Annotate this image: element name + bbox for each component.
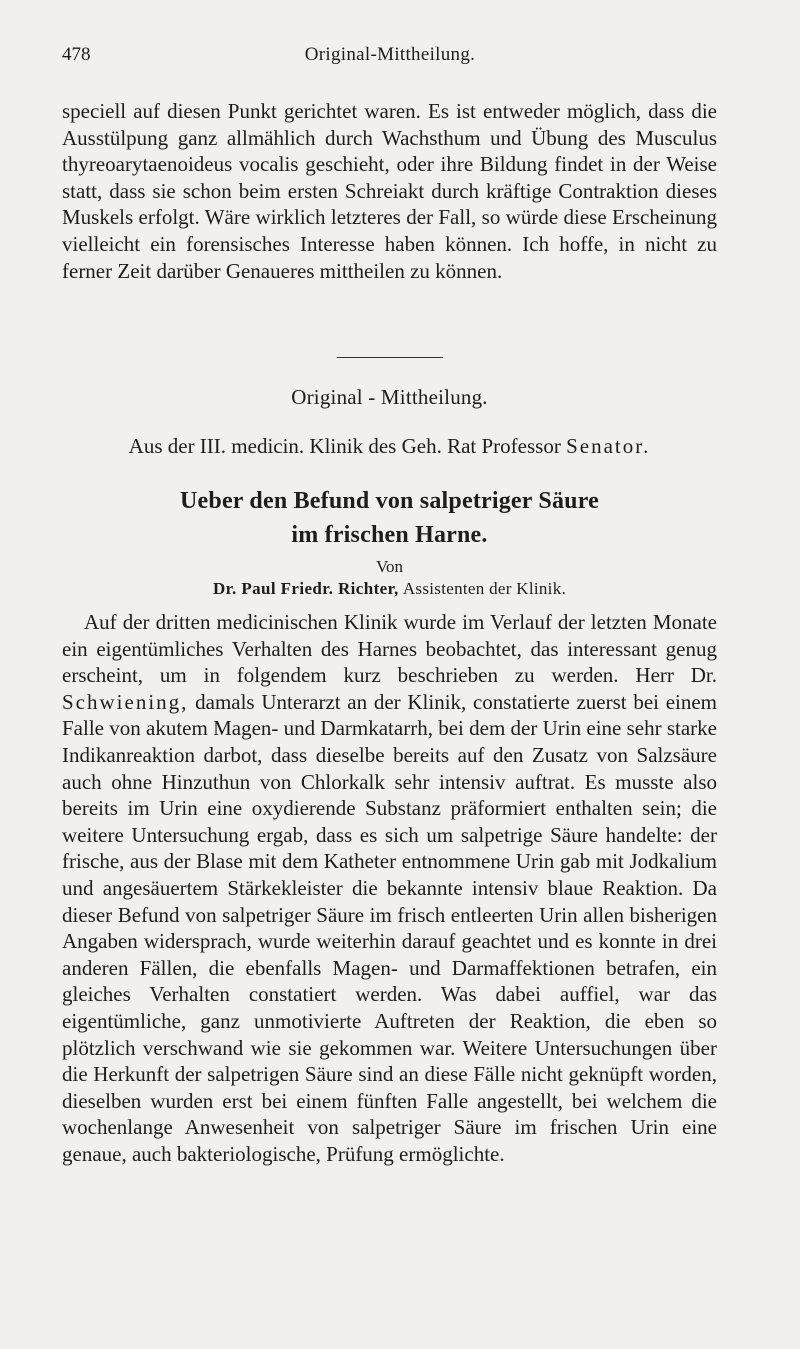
author-line <box>62 579 717 599</box>
page-header <box>62 44 718 72</box>
author-role: Assistenten der Klinik. <box>402 579 567 598</box>
continuation-paragraph: speciell auf diesen Punkt gerichtet waren. Es ist entweder möglich, dass die Ausstülpung ganz allmählich durch Wachsthum und Übung des Musculus thyreoarytaenoideus vocalis geschieht, oder ihre Bildung findet in der Weise statt, dass sie schon beim ersten Schreiakt durch kräftige Contraktion dieses Muskels erfolgt. Wäre wirklich letzteres der Fall, so würde diese Erscheinung vielleicht ein forensisches Interesse haben können. Ich hoffe, in nicht zu ferner Zeit darüber Genaueres mittheilen zu können. <box>62 99 717 283</box>
affiliation-prefix: Aus der III. medicin. Klinik des Geh. Rat Professor <box>128 434 561 458</box>
byline-von: Von <box>375 557 404 576</box>
affiliation-line <box>62 434 717 459</box>
running-head: Original-Mittheilung. <box>304 44 476 65</box>
continuation-paragraph-block <box>62 98 717 284</box>
article-title <box>62 484 717 552</box>
article-title-line-1: Ueber den Befund von salpetriger Säure <box>180 488 599 514</box>
article-text-part-2: damals Unterarzt an der Klinik, constatierte zuerst bei einem Falle von akutem Magen- und Darmkatarrh, bei dem der Urin eine sehr starke Indikanreaktion darbot, dass dieselbe bereits auf den Zusatz von Salzsäure auch ohne Hinzuthun von Chlorkalk sehr intensiv auftrat. Es musste also bereits im Urin eine oxydierende Substanz präformiert enthalten sein; die weitere Untersuchung ergab, dass es sich um salpetrige Säure handelte: der frische, aus der Blase mit dem Katheter entnommene Urin gab mit Jodkalium und angesäuertem Stärkekleister die bekannte intensiv blaue Reaktion. Da dieser Befund von salpetriger Säure im frisch entleerten Urin allen bisherigen Angaben widersprach, wurde weiterhin darauf geachtet und es konnte in drei anderen Fällen, die ebenfalls Magen- und Darmaffektionen betrafen, ein gleiches Verhalten constatiert werden. Was dabei auffiel, war das eigentümliche, ganz unmotivierte Auftreten der Reaktion, die eben so plötzlich verschwand wie sie gekommen war. Weitere Untersuchungen über die Herkunft der salpetrigen Säure sind an diese Fälle nicht geknüpft worden, dieselben wurden erst bei einem fünften Falle angestellt, bei welchem die wochenlange Anwesenheit von salpetriger Säure im frischen Urin eine genaue, auch bakteriologische, Prüfung ermöglichte. <box>62 689 718 1166</box>
section-title: Original - Mittheilung. <box>291 385 488 409</box>
article-paragraph <box>62 609 717 1167</box>
section-divider <box>337 357 443 358</box>
affiliation-name: Senator. <box>566 434 651 458</box>
person-name: Schwiening, <box>62 689 189 714</box>
author-name: Dr. Paul Friedr. Richter, <box>212 579 399 598</box>
article-body <box>62 609 717 1167</box>
page-number: 478 <box>62 44 91 65</box>
article-text-part-1: Auf der dritten medicinischen Klinik wurde im Verlauf der letzten Monate ein eigentümliches Verhalten des Harnes beobachtet, das interessant genug erscheint, um in folgendem kurz beschrieben zu werden. Herr Dr. <box>62 610 717 688</box>
article-title-line-2: im frischen Harne. <box>291 522 488 548</box>
